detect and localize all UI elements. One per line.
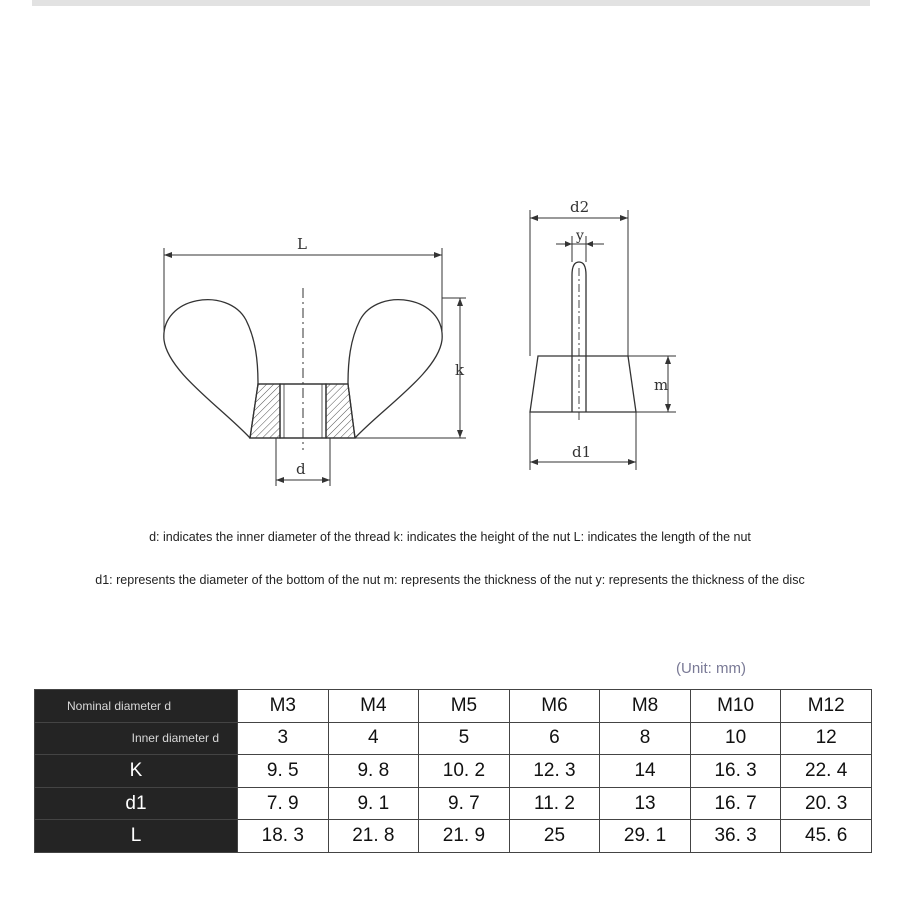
table-cell: 9. 1 [328, 787, 419, 820]
row-header: L [35, 820, 238, 853]
label-d1: d1 [572, 443, 592, 461]
table-cell: 9. 7 [419, 787, 510, 820]
table-cell: 10 [690, 722, 781, 755]
table-cell: 10. 2 [419, 755, 510, 788]
label-d: d [296, 460, 306, 478]
table-cell: 20. 3 [781, 787, 872, 820]
front-view [164, 248, 466, 486]
table-row [35, 820, 872, 853]
table-cell: 12 [781, 722, 872, 755]
caption-line-2: d1: represents the diameter of the bottom of the nut m: represents the thickness of the nut y: represents the thickness of the disc [95, 573, 805, 587]
table-row [35, 787, 872, 820]
table-row [35, 722, 872, 755]
table-cell: 5 [419, 722, 510, 755]
table-cell: 6 [509, 722, 600, 755]
label-d2: d2 [570, 198, 590, 216]
table-cell: M6 [509, 690, 600, 723]
table-row [35, 690, 872, 723]
table-cell: 13 [600, 787, 691, 820]
row-header: Nominal diameter d [35, 690, 238, 723]
table-cell: 29. 1 [600, 820, 691, 853]
unit-label: (Unit: mm) [676, 660, 746, 677]
row-header: d1 [35, 787, 238, 820]
table-cell: 4 [328, 722, 419, 755]
table-cell: 7. 9 [238, 787, 329, 820]
table-cell: 11. 2 [509, 787, 600, 820]
table-cell: 36. 3 [690, 820, 781, 853]
table-cell: 45. 6 [781, 820, 872, 853]
row-header: Inner diameter d [35, 722, 238, 755]
table-cell: 3 [238, 722, 329, 755]
table-cell: 18. 3 [238, 820, 329, 853]
table-cell: 14 [600, 755, 691, 788]
spec-table [34, 689, 872, 853]
label-L: L [297, 235, 307, 253]
table-cell: 9. 5 [238, 755, 329, 788]
table-cell: 16. 3 [690, 755, 781, 788]
caption-line-1: d: indicates the inner diameter of the thread k: indicates the height of the nut L: indicates the length of the nut [149, 530, 751, 544]
table-cell: 22. 4 [781, 755, 872, 788]
table-cell: M8 [600, 690, 691, 723]
table-cell: 16. 7 [690, 787, 781, 820]
table-cell: 8 [600, 722, 691, 755]
label-k: k [455, 361, 465, 379]
table-row [35, 755, 872, 788]
table-cell: 12. 3 [509, 755, 600, 788]
side-view [530, 210, 676, 470]
table-cell: M10 [690, 690, 781, 723]
table-cell: 25 [509, 820, 600, 853]
label-y: y [576, 228, 584, 244]
table-cell: M5 [419, 690, 510, 723]
table-cell: M4 [328, 690, 419, 723]
table-cell: 21. 9 [419, 820, 510, 853]
table-cell: 9. 8 [328, 755, 419, 788]
table-cell: M3 [238, 690, 329, 723]
table-cell: M12 [781, 690, 872, 723]
table-cell: 21. 8 [328, 820, 419, 853]
label-m: m [654, 376, 669, 394]
row-header: K [35, 755, 238, 788]
